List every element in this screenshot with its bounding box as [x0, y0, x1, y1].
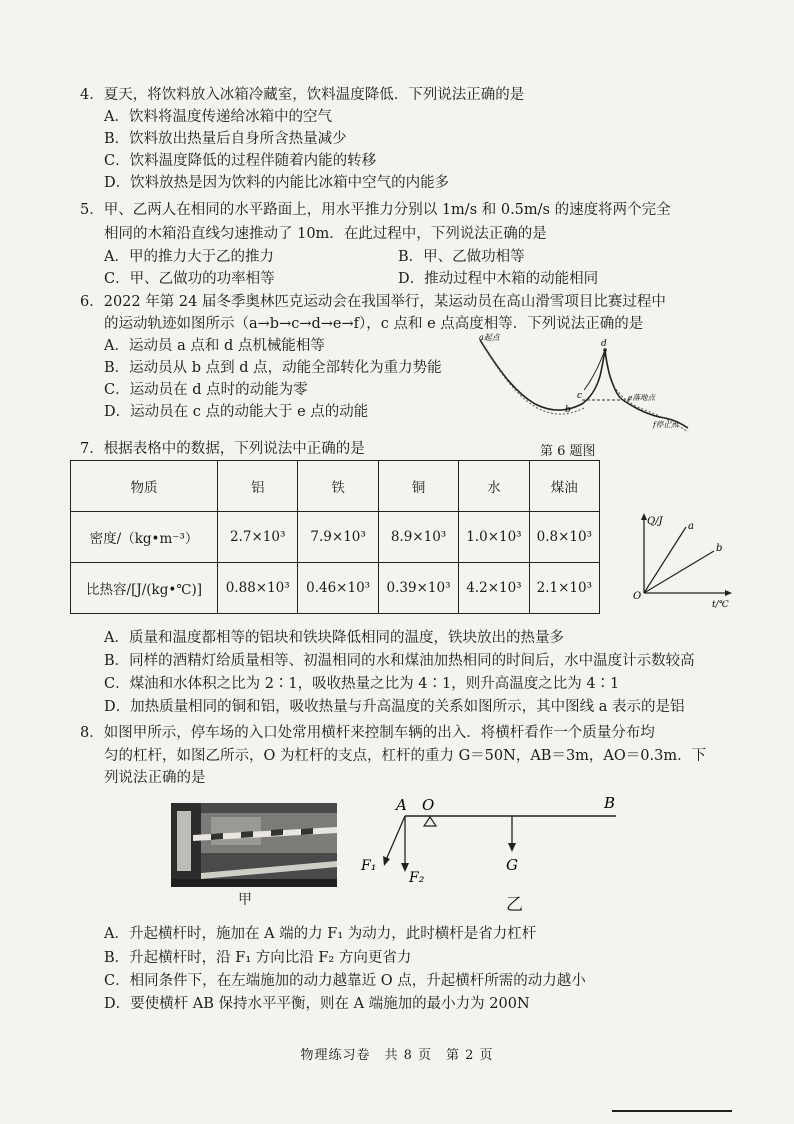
page-footer: 物理练习卷 共 8 页 第 2 页 — [300, 1048, 494, 1063]
label-e: e落地点 — [628, 393, 655, 402]
table-cell: 0.88×10³ — [218, 563, 298, 614]
gravity-g-arrowhead-icon — [508, 843, 516, 852]
q8-option-a: A．升起横杆时，施加在 A 端的力 F₁ 为动力，此时横杆是省力杠杆 — [104, 926, 537, 942]
lever-label-f1: F₁ — [361, 858, 377, 874]
q5-option-c: C．甲、乙做功的功率相等 — [104, 271, 275, 287]
table-header-cell: 铝 — [218, 461, 298, 512]
table-row-density — [71, 512, 600, 563]
table-cell: 8.9×10³ — [378, 512, 458, 563]
table-cell: 0.39×10³ — [378, 563, 458, 614]
q6-option-c: C．运动员在 d 点时的动能为零 — [104, 382, 308, 398]
q8-stem-line3: 列说法正确的是 — [104, 770, 206, 786]
ski-trajectory-figure — [470, 332, 700, 442]
table-row-specific-heat — [71, 563, 600, 614]
table-cell: 2.7×10³ — [218, 512, 298, 563]
table-row-label: 比热容/[J/(kg•℃)] — [71, 563, 218, 614]
q7-option-d: D．加热质量相同的铜和铝，吸收热量与升高温度的关系如图所示，其中图线 a 表示的是铝 — [104, 699, 685, 715]
table-header-cell: 铜 — [378, 461, 458, 512]
table-cell: 4.2×10³ — [459, 563, 529, 614]
q4-stem: 4．夏天，将饮料放入冰箱冷藏室，饮料温度降低．下列说法正确的是 — [80, 87, 525, 103]
lever-label-f2: F₂ — [409, 870, 425, 886]
q7-option-b: B．同样的酒精灯给质量相等、初温相同的水和煤油加热相同的时间后，水中温度计示数较高 — [104, 653, 695, 669]
q5-option-b: B．甲、乙做功相等 — [398, 249, 525, 265]
lever-label-a: A — [396, 796, 407, 814]
q6-figure-caption: 第 6 题图 — [540, 444, 596, 459]
graph-label-a: a — [688, 521, 694, 532]
lever-diagram — [356, 790, 626, 900]
q4-option-a: A．饮料将温度传递给冰箱中的空气 — [104, 109, 332, 125]
q6-option-b: B．运动员从 b 点到 d 点，动能全部转化为重力势能 — [104, 360, 442, 376]
graph-ylabel: Q/J — [647, 516, 663, 527]
graph-xlabel: t/℃ — [712, 600, 729, 610]
table-cell: 2.1×10³ — [529, 563, 599, 614]
graph-line-a — [644, 527, 686, 593]
lever-label-o: O — [422, 796, 435, 814]
fulcrum-icon — [424, 817, 436, 826]
q4-option-b: B．饮料放出热量后自身所含热量减少 — [104, 131, 347, 147]
q6-option-a: A．运动员 a 点和 d 点机械能相等 — [104, 338, 325, 354]
force-f2-arrowhead-icon — [401, 863, 409, 872]
q5-stem-line2: 相同的木箱沿直线匀速推动了 10m．在此过程中，下列说法正确的是 — [104, 226, 547, 242]
table-header-cell: 煤油 — [529, 461, 599, 512]
table-header-row — [71, 461, 600, 512]
q8-option-d: D．要使横杆 AB 保持水平平衡，则在 A 端施加的最小力为 200N — [104, 996, 530, 1012]
label-f: f停止点 — [653, 420, 679, 429]
table-cell: 0.8×10³ — [529, 512, 599, 563]
x-axis-arrow-icon — [725, 590, 732, 596]
label-b: b — [565, 405, 571, 415]
parking-barrier-photo-drawing — [171, 803, 337, 887]
table-cell: 7.9×10³ — [298, 512, 378, 563]
heat-temperature-graph — [622, 505, 742, 615]
material-properties-table — [70, 460, 600, 614]
table-cell: 1.0×10³ — [459, 512, 529, 563]
table-header-cell: 铁 — [298, 461, 378, 512]
q5-stem-line1: 5．甲、乙两人在相同的水平路面上，用水平推力分别以 1m/s 和 0.5m/s 的速度将两个完全 — [80, 202, 671, 218]
table-header-cell: 物质 — [71, 461, 218, 512]
q5-option-d: D．推动过程中木箱的动能相同 — [398, 271, 599, 287]
graph-line-b — [644, 551, 714, 593]
label-c: c — [577, 391, 583, 401]
q8-stem-line1: 8．如图甲所示，停车场的入口处常用横杆来控制车辆的出入．将横杆看作一个质量分布均 — [80, 725, 655, 741]
q5-option-a: A．甲的推力大于乙的推力 — [104, 249, 274, 265]
graph-label-b: b — [716, 543, 723, 554]
lever-label-b: B — [604, 794, 616, 812]
q8-stem-line2: 匀的杠杆，如图乙所示，O 为杠杆的支点，杠杆的重力 G＝50N，AB＝3m，AO＝0.3m．下 — [104, 748, 707, 764]
table-header-cell: 水 — [459, 461, 529, 512]
q7-option-a: A．质量和温度都相等的铝块和铁块降低相同的温度，铁块放出的热量多 — [104, 630, 564, 646]
lever-label-g: G — [506, 856, 518, 874]
parking-barrier-photo — [171, 803, 337, 887]
table-row-label: 密度/（kg•m⁻³） — [71, 512, 218, 563]
label-d: d — [601, 339, 607, 349]
q7-option-c: C．煤油和水体积之比为 2∶1，吸收热量之比为 4∶1，则升高温度之比为 4∶1 — [104, 676, 620, 692]
q7-stem: 7．根据表格中的数据，下列说法中正确的是 — [80, 441, 365, 457]
figure-caption-jia: 甲 — [238, 892, 252, 908]
force-f1-arrowhead-icon — [383, 856, 390, 866]
graph-origin: O — [633, 591, 642, 602]
force-f1-arrow — [386, 816, 405, 860]
q6-option-d: D．运动员在 c 点的动能大于 e 点的动能 — [104, 404, 369, 420]
q4-option-d: D．饮料放热是因为饮料的内能比冰箱中空气的内能多 — [104, 175, 450, 191]
q8-option-c: C．相同条件下，在左端施加的动力越靠近 O 点，升起横杆所需的动力越小 — [104, 973, 586, 989]
table-cell: 0.46×10³ — [298, 563, 378, 614]
footer-scan-line — [612, 1110, 732, 1112]
q8-option-b: B．升起横杆时，沿 F₁ 方向比沿 F₂ 方向更省力 — [104, 950, 412, 966]
q6-stem-line1: 6．2022 年第 24 届冬季奥林匹克运动会在我国举行，某运动员在高山滑雪项目比赛过程中 — [80, 294, 666, 310]
figure-caption-yi: 乙 — [506, 895, 523, 915]
q6-stem-line2: 的运动轨迹如图所示（a→b→c→d→e→f），c 点和 e 点高度相等．下列说法正确的是 — [104, 316, 644, 332]
q4-option-c: C．饮料温度降低的过程伴随着内能的转移 — [104, 153, 377, 169]
label-a: a起点 — [479, 333, 500, 342]
